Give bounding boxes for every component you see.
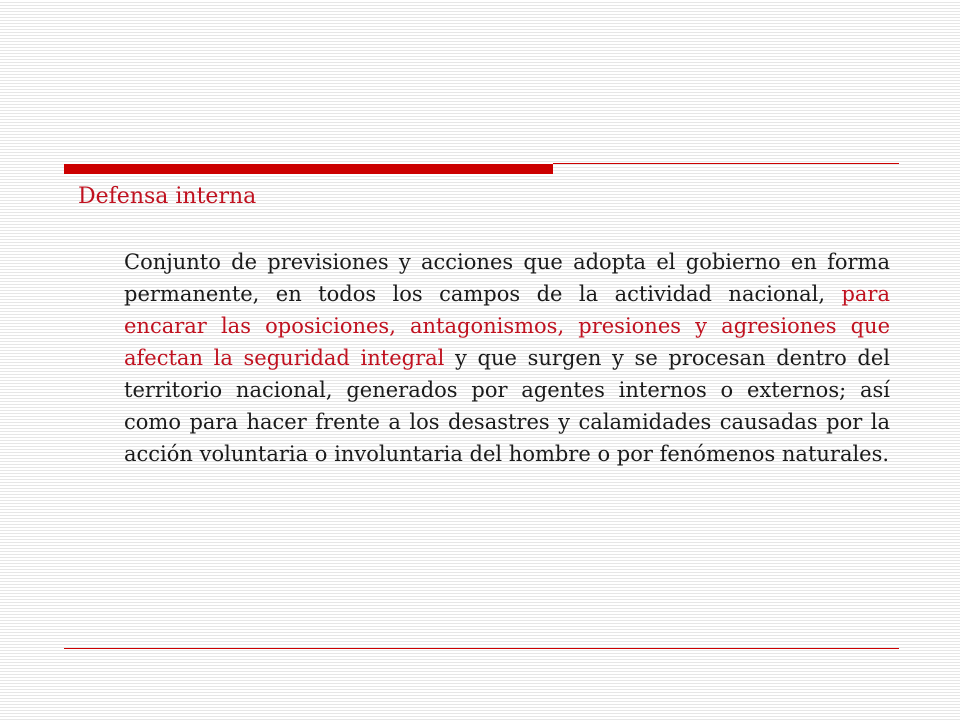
- top-accent-line: [553, 163, 899, 164]
- slide-heading: Defensa interna: [78, 184, 257, 209]
- definition-text-end: y que surgen y se procesan dentro del territorio nacional, generados por agentes internos o externos; así como para hacer frente a los desastres y calamidades causadas por la acción voluntaria o involuntaria del hombre o por fenómenos naturales.: [124, 346, 890, 466]
- bottom-accent-line: [64, 648, 899, 649]
- top-accent-bar: [64, 164, 553, 174]
- definition-paragraph: [124, 246, 890, 470]
- definition-text-start: Conjunto de previsiones y acciones que adopta el gobierno en forma permanente, en todos los campos de la actividad nacional,: [124, 250, 890, 306]
- definition-highlight: para encarar las oposiciones, antagonismos, presiones y agresiones que afectan la seguridad integral: [124, 282, 890, 370]
